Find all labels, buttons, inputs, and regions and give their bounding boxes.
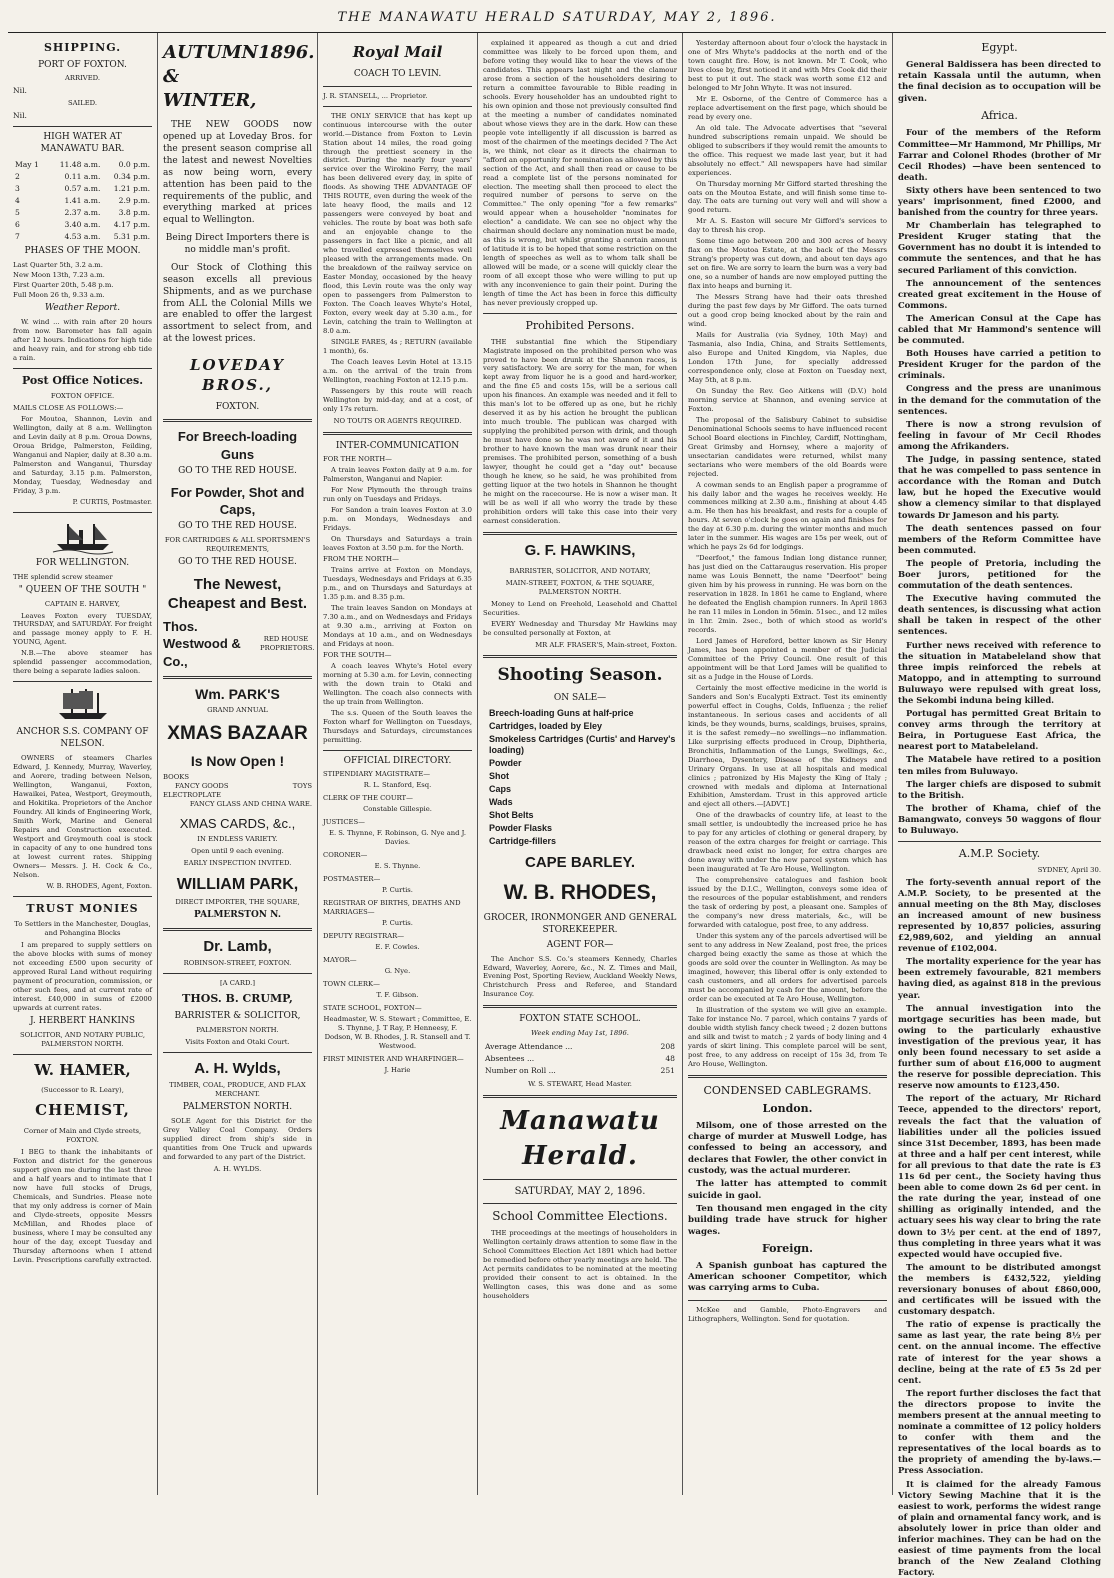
post-sub: FOXTON OFFICE. — [50, 392, 115, 401]
divider — [163, 676, 312, 679]
wylds-trade: TIMBER, COAL, PRODUCE, AND FLAX MERCHANT. — [169, 1081, 306, 1099]
tide-pm: 2.9 p.m. — [118, 196, 150, 206]
hawkins-name: G. F. HAWKINS, — [524, 541, 636, 559]
engravers-ad: McKee and Gamble, Photo-Engravers and Lithographers, Wellington. Send for quotation. — [688, 1305, 887, 1323]
committee-text-cont: explained it appeared as though a cut and dried committee was likely to be forced upon them, and before voting they would like to hear the views of the candidates. This appears last night and the clamour arose from a section of the householders desiring to return a committee favourable to Bible reading in schools. Every householder has an undoubted right to his own opinion and those not previously consulted find at the meeting a number of candidates nominated about whose views they are in the dark. How can these people vote intelligently if all discussion is barred as most of the chairmen of the meetings decided ? The Act is, we think, not clear as it directs the chairman to "afford an opportunity for nomination as allowed by this section of the Act, and shall then read or cause to be read a complete list of the persons nominated for election. The meeting shall then proceed to elect the required number of persons to serve on the Committee." The only opening "for a few remarks" would appear when a householder "nominates for election" a candidate. We can see no object why the chairman should declare any nomination must be made, as this is wrong, but whilst granting a certain amount of latitude it is to be hoped that some restriction on the length of speeches as well as to whom talk shall be allowed will be made, or a scene will quickly clear the room of all except those who were willing to put up with any inconvenience to gain their point. During the length of time the Act has been in force this difficulty has never previously cropped up. — [483, 39, 677, 308]
africa-paragraph: The larger chiefs are disposed to submit to the British. — [898, 778, 1101, 800]
post-text: For Moutoa, Shannon, Levin and Wellington, daily at 8 a.m. Wellington and Levin daily at 8 p.m. Oroua Downs, Oroua Bridge, Palmerston, Feilding, Wanganui and Napier, daily at 8.30 a.m. Palmerston and Wanganui, Thursday and Saturday, 3.15 p.m. Palmerston, Monday, Tuesday, Wednesday and Friday, 3 p.m. — [13, 415, 152, 495]
single-fares: SINGLE FARES, 4s ; RETURN (available 1 month), 6s. — [323, 337, 472, 355]
africa-paragraph: The Matabele have retired to a position ten miles from Buluwayo. — [898, 754, 1101, 776]
bazaar-grand: GRAND ANNUAL — [207, 706, 268, 715]
sale-item: Powder Flasks — [489, 822, 553, 833]
column-2 — [158, 33, 318, 1495]
crump-place: PALMERSTON NORTH. — [196, 1025, 279, 1034]
shooting-season: Shooting Season. — [497, 665, 663, 686]
tide-am: 0.57 a.m. — [64, 184, 101, 194]
sale-item: Cartridge-fillers — [489, 835, 557, 846]
divider — [13, 126, 152, 127]
steamer-name: " QUEEN OF THE SOUTH " — [18, 584, 147, 595]
sale-item: Shot Belts — [489, 809, 534, 820]
westwood-row — [163, 618, 315, 669]
africa-paragraph: The American Consul at the Cape has cabled that Mr Hammond's sentence will be commuted. — [898, 312, 1101, 346]
stansell: J. R. STANSELL, ... Proprietor. — [323, 91, 428, 100]
divider — [163, 1052, 312, 1053]
africa-paragraph: Portugal has permitted Great Britain to convey arms through the territory at Beira, in Portuguese East Africa, the nearest port to Matabeleland. — [898, 708, 1101, 752]
news-paragraph: Mr A. S. Easton will secure Mr Gifford's services to day to thresh his crop. — [688, 217, 887, 235]
no-touts: NO TOUTS OR AGENTS REQUIRED. — [333, 416, 462, 425]
tide-pm: 4.17 p.m. — [113, 220, 150, 230]
sailed-label: SAILED. — [67, 99, 98, 108]
xmas-bazaar: XMAS BAZAAR — [167, 723, 308, 745]
directory-role: STATE SCHOOL, FOXTON— — [323, 1003, 422, 1012]
hamer-trade: CHEMIST, — [35, 1101, 130, 1120]
news-paragraph: In illustration of the system we will give an example. Take for instance No. 7 parcel, which contains 7 yards of double width stylish fancy check tweed ; 2 dozen buttons and silk and twist to match ; 2 yards of body lining and 4 yards of skirt lining. This complete parcel will be sent, post free, to any address on receipt of 15s 3d, from Te Aro House, Wellington. — [688, 1005, 887, 1068]
official-directory: OFFICIAL DIRECTORY. — [343, 755, 452, 766]
trust-title: TRUST MONIES — [26, 901, 139, 915]
sale-item: Shot — [489, 771, 509, 782]
agent-for: AGENT FOR— — [546, 939, 614, 950]
london-2: The latter has attempted to commit suicide in gaol. — [688, 1179, 887, 1201]
amp-paragraph: The ratio of expense is practically the same as last year, the rate being 8½ per cent. on the annual income. The effective rate of interest for the year shows a decline, being at the rate of £5 5s 2d per cent. — [898, 1319, 1101, 1385]
divider — [163, 928, 312, 931]
trust-sign: J. HERBERT HANKINS — [29, 1015, 136, 1026]
rhodes-name: W. B. RHODES, — [503, 881, 657, 905]
moon-phase: Full Moon 26 th, 9.33 a.m. — [13, 291, 105, 299]
fancy-row — [163, 782, 312, 791]
autumn-year: 1896. — [258, 42, 315, 63]
divider — [483, 655, 677, 658]
hamer-name: W. HAMER, — [34, 1060, 131, 1079]
trust-text: I am prepared to supply settlers on the above blocks with sums of money not exceeding £500 upon security of approved Rural Land without requiring payment of procuration, commission, or other such fees, and at current rate of interest. £40,000 in sums of £2000 upwards at current rates. — [13, 941, 152, 1012]
port-title: PORT OF FOXTON. — [38, 59, 127, 70]
park-title: Wm. PARK'S — [195, 685, 280, 702]
divider — [13, 681, 152, 682]
hawkins-addr: MAIN-STREET, FOXTON, & THE SQUARE, PALMERSTON NORTH. — [505, 578, 655, 596]
news-paragraph: The comprehensive catalogues and fashion book issued by the D.I.C., Wellington, conveys some idea of the resources of the popular establishment, and renders the task of ordering by post, a pleasant one. Samples of the company's new dress materials, &c., will be forwarded with catalogue, post free, to any address. — [688, 876, 887, 930]
high-water-title: HIGH WATER AT MANAWATU BAR. — [40, 132, 125, 155]
toys: TOYS — [292, 781, 312, 790]
divider — [13, 368, 152, 369]
amp-list — [898, 877, 1101, 1578]
school-value: 208 — [660, 1042, 675, 1052]
sale-item: Breech-loading Guns at half-price — [489, 707, 634, 718]
cable-title: CONDENSED CABLEGRAMS. — [703, 1083, 872, 1097]
directory-name: G. Nye. — [384, 966, 411, 975]
divider — [688, 1075, 887, 1078]
news-paragraph: The proposal of the Salisbury Cabinet to subsidise Denominational Schools seems to have influenced recent School Board elections in Finchley, Cardiff, Nottingham, Great Grimsby and Hornsey, where a majority of unsectarian candidates were returned, whilst many sectarians who were members of the old Boards were rejected. — [688, 415, 887, 478]
tide-row — [13, 195, 152, 207]
directory-name: P. Curtis. — [382, 918, 413, 927]
divider — [13, 896, 152, 897]
tide-day: 6 — [15, 220, 20, 230]
anchor-text: OWNERS of steamers Charles Edward, J. Kennedy, Murray, Waverley, and Aorere, trading between Nelson, Wellington, Wanganui, Foxton, Hawaikei, Patea, Westport, Greymouth, and Hokitika. Proprietors of the Anchor Foundry. All kinds of Engineering Work, Smith Work, Marine and General Repairs and Construction executed. Westport and Greymouth coal is stock in capacity of any to one hundred tons at lowest current rates. Shipping Owners— Messrs. J. H. Cock & Co., Nelson. — [13, 754, 152, 879]
divider — [483, 1203, 677, 1204]
anchor-sign: W. B. RHODES, Agent, Foxton. — [46, 881, 152, 890]
sydney-dateline: SYDNEY, April 30. — [1037, 865, 1101, 874]
directory-name: E. S. Thynne. — [374, 862, 421, 871]
post-title: Post Office Notices. — [21, 373, 144, 387]
loveday-name: LOVEDAY BROS., — [189, 356, 286, 394]
moon-title: PHASES OF THE MOON. — [24, 246, 141, 257]
divider — [483, 1005, 677, 1008]
school-sign: W. S. STEWART, Head Master. — [528, 1080, 632, 1089]
sale-item: Powder — [489, 758, 522, 769]
autumn-header — [163, 41, 315, 112]
go-red-house-3: GO TO THE RED HOUSE. — [178, 556, 297, 567]
africa-paragraph: There is now a strong revulsion of feeling in favour of Mr Cecil Rhodes among the Afrikanders. — [898, 418, 1101, 451]
school-row — [483, 1041, 677, 1053]
africa-paragraph: Mr Chamberlain has telegraphed to President Kruger stating that the Government has no doubt it is intended to commute the sentences, and that he has secured Parliament of this conviction. — [898, 220, 1101, 275]
tide-am: 2.37 a.m. — [64, 208, 101, 218]
cartridges-heading: FOR CARTRIDGES & ALL SPORTSMEN'S REQUIREMENTS, — [164, 535, 311, 553]
books: BOOKS — [163, 772, 189, 781]
divider — [898, 841, 1101, 842]
bazaar-open: Is Now Open ! — [190, 753, 285, 770]
divider — [688, 1300, 887, 1301]
amp-paragraph: The forty-seventh annual report of the A.M.P. Society, to be presented at the annual meeting on the 8th May, discloses an increased amount of new business represented by 10,857 policies, assuring £2,989,602, and yielding an annual revenue of £102,004. — [898, 876, 1101, 954]
divider — [323, 750, 472, 751]
news-paragraph: Mr E. Osborne, of the Centre of Commerce has a replace advertisement on the first page, which should be read by every one. — [688, 94, 887, 121]
directory-name: Constable Gillespie. — [363, 805, 432, 814]
news-paragraph: One of the drawbacks of country life, at least to the small settler, is undoubtedly the increased price he has to pay for any articles of clothing or general drapery, by reason of the extra charges for freight or carriage. This drawback need exist no longer, for extra charges are done away with under the new parcel system which has been inaugurated at Te Aro House, Wellington. — [688, 811, 887, 874]
london-3: Ten thousand men engaged in the city building trade have struck for higher wages. — [688, 1203, 887, 1237]
north-2: For New Plymouth the through trains run only on Tuesdays and Fridays. — [323, 486, 472, 504]
tide-day: 3 — [15, 184, 20, 194]
trust-sub: To Settlers in the Manchester, Douglas, and Pohangina Blocks — [14, 920, 151, 938]
directory-role: STIPENDIARY MAGISTRATE— — [323, 770, 431, 779]
column-6 — [893, 33, 1106, 1578]
tide-row — [13, 159, 152, 171]
africa-paragraph: The death sentences passed on four members of the Reform Committee have been commuted. — [898, 522, 1101, 555]
hamer-addr: Corner of Main and Clyde streets, FOXTON. — [23, 1127, 142, 1145]
tide-am: 4.53 a.m. — [64, 232, 101, 242]
cape-barley: CAPE BARLEY. — [524, 854, 636, 872]
tide-row — [13, 183, 152, 195]
amp-paragraph: The report of the actuary, Mr Richard Teece, appended to the directors' report, reveals the fact that the valuation of liabilities under all the policies issued since 31st December, 1893, has been made at three and a half per cent interest, while for all previous to that date the rate is £3 11s 6d per cent., the Society having thus been able to come down 2s 6d per cent. in the rate during the year, instead of one shilling as originally intended, and the actuary sees his way clear to bring the rate down to 3½ per cent. at the end of 1897, thus completing in three years what it was expected would have occupied five. — [898, 1093, 1101, 1259]
from-north: FROM THE NORTH— — [323, 555, 399, 564]
africa-paragraph: The Executive having commuted the death sentences, is discussing what action shall be taken in respect of the other sentences. — [898, 593, 1101, 637]
for-south: FOR THE SOUTH— — [323, 650, 392, 659]
south-2: The s.s. Queen of the South leaves the Foxton wharf for Wellington on Tuesdays, Thursdays and Saturdays, circumstances permitting. — [323, 708, 472, 744]
steamer-ship-icon — [53, 518, 113, 554]
amp-paragraph: The mortality experience for the year has been extremely favourable, 821 members having died, as against 818 in the previous year. — [898, 956, 1101, 1000]
column-1 — [8, 33, 158, 1495]
moon-phase: Last Quarter 5th, 3.2 a.m. — [13, 261, 103, 270]
africa-paragraph: The brother of Khama, chief of the Bamangwato, conveys 50 waggons of flour to Buluwayo. — [898, 802, 1101, 836]
tide-am: 11.48 a.m. — [59, 160, 101, 170]
royal-mail: Royal Mail — [352, 43, 443, 61]
divider — [483, 1179, 677, 1180]
crump-name: THOS. B. CRUMP, — [182, 992, 293, 1006]
directory-role: CLERK OF THE COURT— — [323, 794, 413, 803]
steamer-captain: CAPTAIN E. HARVEY, — [44, 599, 121, 608]
africa-paragraph: Further news received with reference to the situation in Matabeleland show that three impis reinforced the rebels at Matoppo, and in attempting to surround Buluwayo were repulsed with great loss, the Sekombi induna being killed. — [898, 639, 1101, 705]
directory-role: JUSTICES— — [323, 818, 365, 827]
column-4 — [478, 33, 683, 1495]
elections-text: THE proceedings at the meetings of householders in Wellington certainly draws attention to some flaw in the School Committees Election Act 1891 which had better be remedied before other yearly meetings are held. The Act permits candidates to be nominated at the meeting provided their consent to act is obtained. In the Wellington cases, this was done and as some householders — [483, 1228, 677, 1300]
africa-paragraph: Both Houses have carried a petition to President Kruger for the pardon of the criminals. — [898, 348, 1101, 381]
sale-item: Wads — [489, 796, 513, 807]
divider — [13, 512, 152, 513]
sale-item: Caps — [489, 784, 512, 795]
divider — [163, 419, 312, 422]
moon-phase: First Quarter 20th, 5.48 p.m. — [13, 281, 114, 290]
school-label: Average Attendance ... — [485, 1042, 573, 1052]
directory-name: Headmaster, W. S. Stewart ; Committee, E. S. Thynne, J. T Ray, P. Henneesy, F. Dodson, W. B. Rhodes, J. R. Stansell and T. Westwood. — [323, 1014, 472, 1050]
africa-paragraph: Four of the members of the Reform Committee—Mr Hammond, Mr Phillips, Mr Farrar and Colonel Rhodes (brother of Mr Cecil Rhodes) —have been sentenced to death. — [898, 127, 1101, 182]
divider — [323, 106, 472, 107]
direct-importers: Being Direct Importers there is no middle man's profit. — [165, 233, 310, 255]
africa-paragraph: The Judge, in passing sentence, stated that he was compelled to pass sentence in accordance with the Roman and Dutch law, but he hoped the Executive would show a clemency similar to that displayed towards Dr Jameson and his party. — [898, 454, 1101, 520]
news-list — [688, 95, 887, 1069]
school-table — [483, 1041, 677, 1077]
news-paragraph: Certainly the most effective medicine in the world is Sanders and Son's Eucalypti Extract. Test its eminently powerful effect in Coughs, Colds, Influenza ; the relief instantaneous. In serious cases and accidents of all kinds, be they wounds, burns, scaldings, bruises, sprains, it is the safest remedy—no swellings—no inflammation. Like surprising effects produced in Croup, Diphtheria, Bronchitis, Inflammation of the Lungs, Swellings, &c., Diarrhoea, Dysentery, Disease of the Kidneys and Urinary Organs. In use at all hospitals and medical clinics ; patronized by His Majesty the King of Italy ; crowned with medals and diploma at International Exhibition, Amsterdam. Trust in this approved article and eject all others.—[ADVT.] — [688, 683, 887, 809]
steamer-body: Leaves Foxton every TUESDAY, THURSDAY, and SATURDAY. For freight and passage money apply to F. H. YOUNG, Agent. — [13, 611, 152, 647]
early-inspection: EARLY INSPECTION INVITED. — [183, 858, 292, 867]
moon-phase: New Moon 13th, 7.23 a.m. — [13, 271, 105, 280]
directory-role: POSTMASTER— — [323, 875, 381, 884]
new-goods-text: THE NEW GOODS now opened up at Loveday Bros. for the present season comprise all the latest and newest Novelties as now being worn, every attention has been paid to the requirements of the public, and everything marked at prices equal to Wellington. — [163, 120, 312, 226]
trust-role: SOLICITOR, AND NOTARY PUBLIC, PALMERSTON NORTH. — [20, 1030, 145, 1048]
egypt-text: General Baldissera has been directed to retain Kassala until the autumn, when the final decision as to occupation will be given. — [898, 59, 1101, 104]
news-paragraph: Mails for Australia (via Sydney, 10th May) and Tasmania, also India, China, and Straits Settlements, also Europe and United Kingdom, via Naples, due London 17th June, for specially addressed correspondence only, close at Foxton on Tuesday next, May 5th, at 8 p.m. — [688, 331, 887, 384]
foreign-heading: Foreign. — [761, 1242, 814, 1255]
fancy-goods: FANCY GOODS — [175, 781, 229, 790]
london-heading: London. — [762, 1102, 813, 1116]
north-4: On Thursdays and Saturdays a train leaves Foxton at 3.50 p.m. for the North. — [323, 535, 472, 553]
foreign-1: A Spanish gunboat has captured the American schooner Competitor, which was carrying arms to Cuba. — [688, 1260, 887, 1294]
lamb-addr: ROBINSON-STREET, FOXTON. — [183, 959, 292, 968]
tide-pm: 0.0 p.m. — [118, 160, 150, 170]
news-paragraph: "Deerfoot," the famous Indian long distance runner, has just died on the Cattaraugus reservation. His proper name was Louis Bennett, the name "Deerfoot" being given him by his prowess in running. He was born on the reservation in 1828. In 1861 he came to England, where he defeated the English champion runners. In April 1863 he ran 11 miles in London in 56min. 51sec., and 12 miles in 1hr. 2min. 2sec., both of which stood as world's records. — [688, 554, 887, 635]
tide-day: 5 — [15, 208, 20, 218]
hamer-text: I BEG to thank the inhabitants of Foxton and district for the generous support given me during the last three and a half years and to intimate that I now have full stocks of Drugs, Chemicals, and Sundries. Please note that my only address is corner of Main and Clyde-streets, opposite Messrs McMillan, and Rhodes place of business, where I may be consulted any hour of the day, except Tuesday and Thursday afternoons when I attend Levin. Prescriptions carefully extracted. — [13, 1148, 152, 1264]
directory-role: REGISTRAR OF BIRTHS, DEATHS AND MARRIAGES— — [323, 899, 461, 917]
reach-wellington: Passengers by this route will reach Wellington by mid-day, and at a cost, of only 17s return. — [323, 386, 472, 413]
africa-paragraph: The announcement of the sentences created great excitement in the House of Commons. — [898, 277, 1101, 310]
haystack-fire: Yesterday afternoon about four o'clock the haystack in one of Mrs Whyte's paddocks at the north end of the town caught fire. How, is not known. Mr T. Cook, who lives close by, first noticed it and with Mrs Cook did their best to put it out. The stack was worth some £12 and belonged to Mr John Whyte. It was not insured. — [688, 39, 887, 92]
newest-cheapest: The Newest, Cheapest and Best. — [167, 575, 308, 613]
herald-title: Manawatu Herald. — [500, 1106, 660, 1171]
park-place: PALMERSTON N. — [194, 909, 281, 920]
tide-am: 3.40 a.m. — [64, 220, 101, 230]
directory-name: E. S. Thynne, F. Robinson, G. Nye and J. Davies. — [328, 829, 466, 847]
levin-return: The Coach leaves Levin Hotel at 13.15 a.m. on the arrival of the train from Wellington, reaching Foxton at 12.15 p.m. — [323, 357, 472, 384]
card-label: [A CARD.] — [220, 979, 255, 988]
tide-row — [13, 171, 152, 183]
directory-role: CORONER— — [323, 851, 368, 860]
news-paragraph: The Messrs Strang have had their oats threshed during the past few days by Mr Gifford. The oats turned out a good crop being knocked about by the rain and wind. — [688, 293, 887, 329]
post-mails: MAILS CLOSE AS FOLLOWS:— — [13, 404, 124, 413]
hawkins-role: BARRISTER, SOLICITOR, AND NOTARY, — [509, 566, 651, 575]
tide-day: May 1 — [15, 160, 39, 170]
crump-visits: Visits Foxton and Otaki Court. — [185, 1037, 290, 1046]
wylds-sign: A. H. WYLDS. — [213, 1165, 262, 1174]
prohibited-title: Prohibited Persons. — [525, 319, 635, 333]
school-value: 48 — [665, 1054, 675, 1064]
tide-row — [13, 219, 152, 231]
tide-pm: 1.21 p.m. — [113, 184, 150, 194]
xmas-cards: XMAS CARDS, &c., — [179, 815, 296, 831]
stock-text: Our Stock of Clothing this season excells all previous Shipments, and as we purchase from ALL the Colonial Mills we are enabled to offer the largest assortment to select from, and at the lowest prices. — [163, 262, 312, 345]
elections-title: School Committee Elections. — [492, 1209, 668, 1224]
tide-row — [13, 207, 152, 219]
masthead: THE MANAWATU HERALD SATURDAY, MAY 2, 1896. — [8, 4, 1106, 33]
news-paragraph: Under this system any of the parcels advertised will be sent to any address in New Zealand, post free, the prices charged being exactly the same as those at which the goods are sold over the counter in Wellington. As may be imagined, however, this liberal offer is only extended to cash customers, and all orders for advertised parcels must be accompanied by cash for the amount, before the order can be executed at Te Aro House, Wellington. — [688, 932, 887, 1003]
go-red-house-2: GO TO THE RED HOUSE. — [178, 520, 297, 531]
sale-item: Cartridges, loaded by Eley — [489, 720, 603, 731]
weather-text: W. wind ... with rain after 20 hours from now. Barometer has fall again after 12 hours. Indications for high tide and heavy rain, and for strong ebb tide a rain. — [13, 317, 152, 362]
sale-list — [489, 708, 677, 848]
news-paragraph: Lord James of Hereford, better known as Sir Henry James, has been appointed a member of the Judicial Committee of the Privy Council. One result of this appointment will be that Lord James will be qualified to sit as a Judge in the House of Lords. — [688, 637, 887, 681]
rhodes-trade: GROCER, IRONMONGER AND GENERAL STOREKEEPER. — [483, 912, 677, 935]
directory-list — [323, 770, 472, 1074]
tide-pm: 3.8 p.m. — [118, 208, 150, 218]
from-2: The train leaves Sandon on Mondays at 7.30 a.m., and on Wednesdays and Fridays at 9.30 a.m., arriving at Foxton on Mondays at 10 a.m., and on Wednesdays and Fridays at noon. — [323, 603, 472, 648]
for-wellington: FOR WELLINGTON. — [35, 557, 130, 568]
arrived-nil: Nil. — [13, 86, 27, 96]
london-1: Milsom, one of those arrested on the charge of murder at Muswell Lodge, has confessed to being an accessory, and declares that Fowler, the other convict in custody, was the actual murderer. — [688, 1120, 887, 1176]
directory-name: E. F. Cowles. — [375, 942, 420, 951]
agent-text: The Anchor S.S. Co.'s steamers Kennedy, Charles Edward, Waverley, Aorere, &c., N. Z. Times and Mail, Evening Post, Sporting Review, Auckland Weekly News, Christchurch Press and Referee, and Standard Insurance Coy. — [483, 954, 677, 999]
africa-paragraph: Sixty others have been sentenced to two years' imprisonment, fined £2000, and banished from the country for three years. — [898, 184, 1101, 218]
steamer-nb: N.B.—The above steamer has splendid passenger accommodation, there being a separate ladies saloon. — [13, 649, 152, 676]
columns — [8, 33, 1106, 1578]
powder-heading: For Powder, Shot and Caps, — [170, 484, 305, 517]
wylds-name: A. H. Wylds, — [194, 1059, 281, 1077]
arrived-label: ARRIVED. — [64, 74, 101, 83]
dr-lamb: Dr. Lamb, — [203, 937, 272, 955]
news-paragraph: On Thursday morning Mr Gifford started threshing the oats on the Moutoa Estate, and will finish some time to-day. The oats are turning out very well and will show a good return. — [688, 179, 887, 215]
tide-am: 0.11 a.m. — [64, 172, 101, 182]
moon-list — [13, 261, 152, 300]
africa-heading: Africa. — [981, 108, 1018, 122]
school-label: Number on Roll ... — [485, 1066, 556, 1076]
sole-agent-text: SOLE Agent for this District for the Grey Valley Coal Company. Orders supplied direct from ship's side in quantities from One Truck and upwards and forwarded to any part of the District. — [163, 1117, 312, 1162]
school-value: 251 — [660, 1066, 675, 1076]
tide-day: 7 — [15, 232, 20, 242]
divider — [323, 86, 472, 87]
steamer-text: THE splendid screw steamer — [13, 572, 113, 581]
directory-role: MAYOR— — [323, 955, 357, 964]
electroplate: ELECTROPLATE — [163, 790, 221, 799]
wylds-place: PALMERSTON NORTH. — [182, 1102, 293, 1113]
westwood-sub: RED HOUSE PROPRIETORS. — [260, 635, 315, 652]
column-5 — [683, 33, 893, 1495]
endless-variety: IN ENDLESS VARIETY. — [197, 834, 278, 843]
directory-role: FIRST MINISTER AND WHARFINGER— — [323, 1054, 464, 1063]
hawkins-office: MR ALF. FRASER'S, Main-street, Foxton. — [535, 640, 677, 649]
africa-paragraph: Congress and the press are unanimous in the demand for the commutation of the sentences. — [898, 383, 1101, 416]
loveday-place: FOXTON. — [215, 401, 260, 412]
africa-paragraph: The people of Pretoria, including the Boer jurors, petitioned for the commutation of the death sentences. — [898, 557, 1101, 591]
for-north: FOR THE NORTH— — [323, 455, 392, 464]
tide-row — [13, 231, 152, 243]
news-paragraph: An old tale. The Advocate advertises that "several hundred subscriptions remain unpaid. We should be obliged to subscribers if they would remit the amounts to the office. This request we made last year, but it had absolutely no effect." All newspapers have had similar experiences. — [688, 123, 887, 177]
school-row — [483, 1065, 677, 1077]
go-red-house-1: GO TO THE RED HOUSE. — [178, 465, 297, 476]
amp-paragraph: The annual investigation into the mortgage securities has been made, but owing to the particularly exhaustive investigation of the previous year, it has only been found necessary to set aside a further sum of about £16,000 to augment the reserve for possible depreciation. This reserve now amounts to £123,450. — [898, 1002, 1101, 1091]
autumn-title: AUTUMN & WINTER, — [163, 42, 259, 111]
tide-table — [13, 159, 152, 243]
tide-am: 1.41 a.m. — [64, 196, 101, 206]
westwood-name: Thos. Westwood & Co., — [163, 619, 241, 669]
directory-role: TOWN CLERK— — [323, 979, 380, 988]
on-sale: ON SALE— — [553, 692, 607, 703]
divider — [483, 313, 677, 314]
egypt-heading: Egypt. — [981, 41, 1018, 54]
amp-paragraph: The report further discloses the fact that the directors propose to invite the members present at the annual meeting to nominate a committee of 12 policy holders to confer with them and the representatives of the local boards as to the propriety of amending the by-laws.—Press Association. — [898, 1387, 1101, 1476]
guns-heading: For Breech-loading Guns — [177, 429, 298, 462]
africa-list — [898, 127, 1101, 836]
hawkins-money: Money to Lend on Freehold, Leasehold and Chattel Securities. — [483, 599, 677, 617]
directory-name: T. F. Gibson. — [376, 990, 419, 999]
hamer-sub: (Successor to R. Leary), — [41, 1086, 124, 1095]
shipping-title: SHIPPING. — [43, 41, 122, 54]
park-name: WILLIAM PARK, — [176, 875, 299, 893]
post-sign: P. CURTIS, Postmaster. — [72, 497, 152, 506]
hawkins-thurs: EVERY Wednesday and Thursday Mr Hawkins may be consulted personally at Foxton, at — [483, 619, 677, 637]
news-paragraph: Some time ago between 200 and 300 acres of heavy flax on the Moutoa Estate, at the back of the Messrs Strang's property was cut down, and about ten days ago set on fire. We are sorry to learn the burn was a very bad one, so a number of hands are now employed putting the flax into heaps and burning it. — [688, 237, 887, 291]
tide-day: 2 — [15, 172, 20, 182]
herald-date: SATURDAY, MAY 2, 1896. — [514, 1185, 646, 1197]
divider — [483, 1095, 677, 1098]
weather-title: Weather Report. — [44, 302, 121, 313]
directory-name: P. Curtis. — [382, 886, 413, 895]
divider — [163, 973, 312, 974]
divider — [323, 432, 472, 435]
anchor-title: ANCHOR S.S. COMPANY OF NELSON. — [16, 727, 149, 750]
from-1: Trains arrive at Foxton on Mondays, Tuesdays, Wednesdays and Fridays at 6.35 p.m., and on Thursdays and Saturdays at 1.35 p.m. and 8.35 p.m. — [323, 566, 472, 602]
tide-pm: 0.34 p.m. — [113, 172, 150, 182]
park-role: DIRECT IMPORTER, THE SQUARE, — [175, 897, 300, 906]
tide-day: 4 — [15, 196, 20, 206]
open-until: Open until 9 each evening. — [191, 846, 284, 855]
school-row — [483, 1053, 677, 1065]
north-1: A train leaves Foxton daily at 9 a.m. for Palmerston, Wanganui and Napier. — [323, 466, 472, 484]
north-3: For Sandon a train leaves Foxton at 3.0 p.m. on Mondays, Wednesdays and Fridays. — [323, 506, 472, 533]
sailing-ship-icon — [53, 687, 113, 723]
column-3 — [318, 33, 478, 1495]
coach-levin: COACH TO LEVIN. — [353, 68, 442, 79]
school-label: Absentees ... — [485, 1054, 535, 1064]
directory-name: R. L. Stanford, Esq. — [363, 781, 432, 790]
directory-name: J. Harie — [384, 1065, 411, 1074]
tide-pm: 5.31 p.m. — [113, 232, 150, 242]
divider — [483, 532, 677, 535]
sale-item: Smokeless Cartridges (Curtis' and Harvey's loading) — [489, 733, 676, 756]
coach-text: THE ONLY SERVICE that has kept up continuous intercourse with the outer world.—Distance from Foxton to Levin Station about 14 miles, the road going through the prettiest scenery in the district. During the nearly four years' service over the Wirokino Ferry, the mail has been delivered every day, in spite of floods. As showing THE ADVANTAGE OF THIS ROUTE, even during the week of the late heavy flood, the mails and 12 passengers were conveyed by boat and vehicles. The route by boat was both safe and an enjoyable change to the passengers in fact like a picnic, and all who travelled expressed themselves well pleased with the arrangements made. On the breakdown of the railway service on Easter Monday, occasioned by the heavy flood, this Levin route was the only way open to passengers from Palmerston to Foxton. The Coach leaves Whyte's Hotel, Foxton, every week day at 5.30 a.m., for Levin, catching the train to Wellington at 8.0 a.m. — [323, 111, 472, 335]
news-paragraph: On Sunday the Rev. Geo Aitkens will (D.V.) hold morning service at Shannon, and evening service at Foxton. — [688, 386, 887, 413]
fancy-glass: FANCY GLASS AND CHINA WARE. — [189, 799, 312, 808]
school-title: FOXTON STATE SCHOOL. — [519, 1014, 641, 1025]
amp-heading: A.M.P. Society. — [958, 847, 1041, 861]
news-paragraph: A cowman sends to an English paper a programme of his daily labor and the wages he receives weekly. He commences milking at 2.30 a.m., finishing at about 4.45 a.m. He then has his breakfast, and rests for a couple of hours. At seven o'clock he goes on again and finishes for the day at 6.30 p.m. during the winter months and much later in the summer. His wages are 15s per week, out of which he pays 2s 6d for lodgings. — [688, 480, 887, 552]
directory-role: DEPUTY REGISTRAR— — [323, 931, 405, 940]
amp-paragraph: The amount to be distributed amongst the members is £432,522, yielding reversionary bonuses of about £860,000, and certificates will be issued with the customary despatch. — [898, 1261, 1101, 1317]
sailed-nil: Nil. — [13, 111, 27, 121]
prohibited-text: THE substantial fine which the Stipendiary Magistrate imposed on the prohibited person who was proved to have been drunk at the Shannon races, is very satisfactory. We are sorry for the man, for when kept away from liquor he is a good and hard-worker, and the fine £5 and costs 15s, will be a serious call upon his finances. An example was needed and it fell to this man's lot to be offered up as one, but he richly deserved it as by his action he brought the publican into much trouble. The publican was charged with supplying the prohibited person with drink, and though he must have done so he was not aware of it and his brother to have known the man was drunk near their premises. The prohibited person, something of a bush lawyer, thought he could get a "day out" because though he knew, so he said, he was prohibited from getting liquor at the two hotels in Shannon he thought he might on the racecourse. He is now a wiser man. It will be as well if all who worry the trade by these prohibition orders will take this case into their very earnest consideration. — [483, 337, 677, 525]
inter-communication: INTER-COMMUNICATION — [335, 440, 460, 451]
south-1: A coach leaves Whyte's Hotel every morning at 5.30 a.m. for Levin, connecting with the down train to Otaki and Wellington. The coach also connects with the up train from Wellington. — [323, 661, 472, 706]
crump-role: BARRISTER & SOLICITOR, — [174, 1010, 301, 1021]
school-week: Week ending May 1st, 1896. — [531, 1029, 629, 1038]
divider — [13, 1054, 152, 1055]
amp-paragraph: It is claimed for the already Famous Victory Sewing Machine that it is the easiest to work, performs the widest range of plain and ornamental fancy work, and is absolutely lower in price than older and inferior machines. They can be had on the easiest of time payments from the local branch of the New Zealand Clothing Factory. — [898, 1478, 1101, 1578]
